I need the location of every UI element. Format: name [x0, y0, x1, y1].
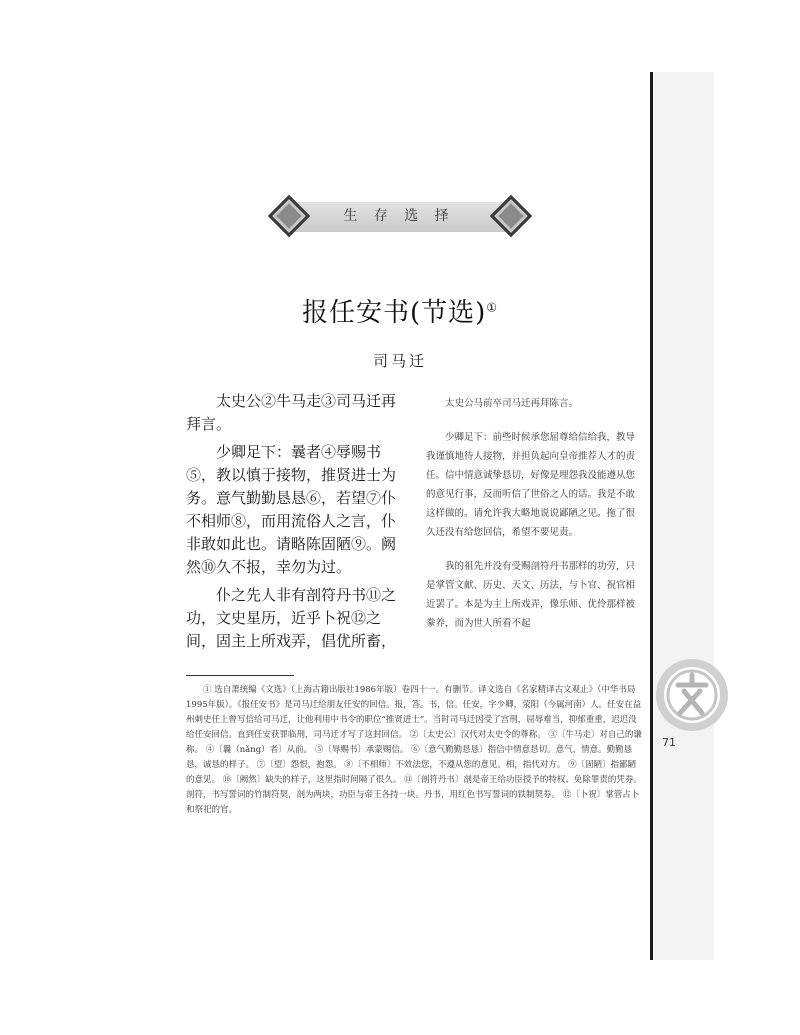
article-author: 司马迁 — [372, 352, 427, 370]
translation-paragraph: 我的祖先并没有受赐剖符丹书那样的功劳，只是掌管文献、历史、天文、历法，与卜官、祝官相近罢了。本是为主上所戏弄，像乐师、优伶那样被豢养，而为世人所看不起 — [426, 561, 636, 629]
section-label: 生 存 选 择 — [343, 208, 455, 224]
original-paragraph: 仆之先人非有剖符丹书⑪之功，文史星历，近乎卜祝⑫之间，固主上所戏弄，倡优所畜， — [186, 586, 397, 650]
translation-paragraph: 太史公马前卒司马迁再拜陈言。 — [445, 398, 579, 409]
title-note-marker: ① — [486, 300, 499, 315]
article-title-text: 报任安书(节选) — [301, 298, 487, 328]
original-paragraph: 太史公②牛马走③司马迁再拜言。 — [186, 392, 397, 433]
footnote-text: ① 选自萧统编《文选》（上海古籍出版社1986年版）卷四十一。有删节。译文选自《名家精译古文观止》（中华书局1995年版）。《报任安书》是司马迁给朋友任安的回信。报，答。书，信。任安，字少卿，荥阳（今属河南）人。任安在益州刺史任上曾写信给司马迁，让他利用中书令的职位“推贤进士”。当时司马迁因受了宫刑，屈辱难当，抑郁重重，迟迟没给任安回信。直到任安获罪临刑，司马迁才写了这封回信。 ②〔太史公〕汉代对太史令的尊称。 ③〔牛马走〕对自己的谦称。 ④〔曩（nǎng）者〕从前。 ⑤〔辱赐书〕承蒙赐信。 ⑥〔意气勤勤恳恳〕指信中情意恳切。意气，情意。勤勤恳恳，诚恳的样子。 ⑦〔望〕怨恨，抱怨。 ⑧〔不相师〕不效法您，不遵从您的意见。相，指代对方。 ⑨〔固陋〕指鄙陋的意见。 ⑩〔阙然〕缺失的样子，这里指时间隔了很久。 ⑪〔剖符丹书〕剖是帝王给功臣授予的特权、免除罪责的凭券。剖符，书写誓词的竹制符契，剖为两块，功臣与帝王各持一块。丹书，用红色书写誓词的铁制契券。 ⑫〔卜祝〕掌管占卜和祭祀的官。 — [186, 685, 642, 815]
margin-rule — [650, 72, 653, 960]
original-text-column — [186, 390, 398, 658]
original-paragraph: 少卿足下：曩者④辱赐书⑤，教以慎于接物，推贤进士为务。意气勤勤恳恳⑥，若望⑦仆不相师⑧，而用流俗人之言，仆非敢如此也。请略陈固陋⑨。阙然⑩久不报，幸勿为过。 — [186, 443, 397, 576]
section-banner — [268, 195, 530, 239]
margin-strip — [652, 72, 714, 960]
translation-column — [426, 394, 640, 648]
footnotes — [186, 683, 642, 818]
wen-character-emblem-icon — [652, 655, 732, 735]
page-number: 71 — [662, 736, 676, 749]
article-title — [270, 292, 530, 329]
translation-paragraph: 少卿足下：前些时候承您屈尊给信给我，教导我谨慎地待人接物，并担负起向皇帝推荐人才的责任。信中情意诚挚恳切，好像是埋怨我没能遵从您的意见行事，反而听信了世俗之人的话。我是不敢这样做的。请允许我大略地说说鄙陋之见。拖了很久还没有给您回信，希望不要见责。 — [426, 432, 636, 538]
footnote-rule — [186, 675, 294, 676]
